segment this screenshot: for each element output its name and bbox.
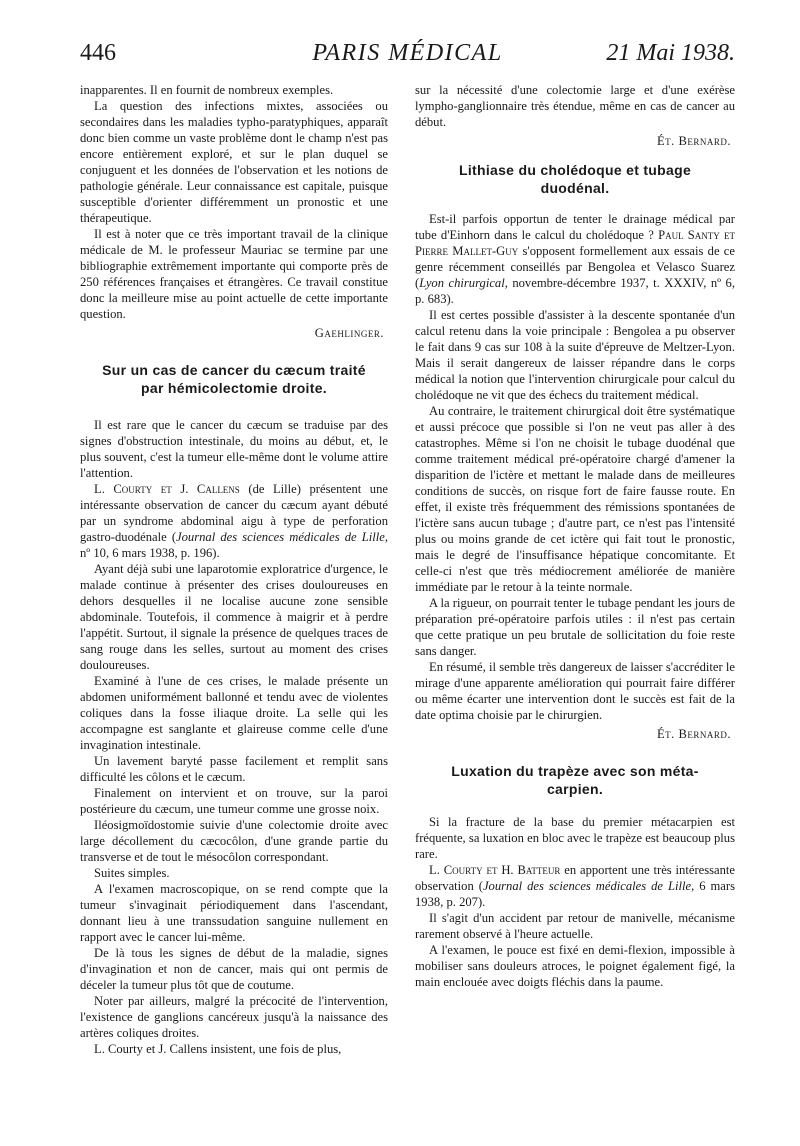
left-column: [80, 82, 388, 1057]
text-run: en apportent une très intéressante observation (: [415, 863, 736, 893]
paragraph: Il est à noter que ce très important travail de la clinique médicale de M. le professeur Mauriac se termine par une bibliographie extrêmement importante qui comporte près de 250 références françaises et étrangères. Ce travail constitue donc la meilleure mise au point actuelle de cette importante question.: [80, 227, 388, 321]
issue-date: 21 Mai 1938.: [606, 40, 735, 66]
article-title: [415, 161, 735, 197]
right-column: [415, 82, 735, 990]
article-title: [415, 762, 735, 798]
journal-reference: Journal des sciences médicales de Lille: [176, 530, 385, 544]
paragraph: [80, 481, 388, 561]
authors: Paul Santy et Pierre Mallet-Guy: [415, 228, 735, 258]
page-number: 446: [80, 40, 116, 66]
article-title-line: Sur un cas de cancer du cæcum traité: [102, 362, 366, 378]
paragraph: A l'examen macroscopique, on se rend compte que la tumeur s'invaginait périodiquement dans l'ascendant, donnant lieu à une transsudation sanguine nullement en rapport avec le cancer lui-même.: [80, 882, 388, 944]
text-run: , 6 mars 1938, p. 207).: [415, 879, 735, 909]
journal-reference: Journal des sciences médicales de Lille: [482, 879, 692, 893]
text-run: (de Lille) présentent une intéressante observation de cancer du cæcum ayant débuté par un syndrome abdominal aigu à type de perforation gastro-duodénale (: [80, 482, 388, 544]
paragraph: [415, 862, 735, 910]
article-title-line: Luxation du trapèze avec son méta-: [451, 763, 699, 779]
paragraph: L. Courty et J. Callens insistent, une fois de plus,: [94, 1042, 342, 1056]
article-title-line: Lithiase du cholédoque et tubage: [458, 162, 692, 178]
signature: Ét. Bernard.: [656, 727, 731, 741]
journal-title: PARIS MÉDICAL: [312, 40, 503, 66]
paragraph: [415, 211, 735, 307]
paragraph: En résumé, il semble très dangereux de laisser s'accréditer le mirage d'une apparente amélioration qui pourrait faire différer ou même écarter une intervention dont le succès est fait de la date optima choisie par le chirurgien.: [415, 660, 735, 722]
article-title-line: carpien.: [546, 781, 604, 797]
text-run: s'opposent formellement aux essais de ce genre récemment conseillés par Bengolea et Velasco Suarez (: [415, 244, 735, 290]
paragraph: Noter par ailleurs, malgré la précocité de l'intervention, l'existence de ganglions cancéreux jusqu'à la naissance des artères coliques droites.: [80, 994, 388, 1040]
article-title-line: duodénal.: [540, 180, 610, 196]
paragraph: Iléosigmoïdostomie suivie d'une colectomie droite avec large décollement du cæcocôlon, d'une grande partie du transverse et de tout le mésocôlon correspondant.: [80, 818, 388, 864]
paragraph: La question des infections mixtes, associées ou secondaires dans les maladies typho-paratyphiques, apparaît donc bien comme un vaste problème dont le champ n'est pas encore entièrement exploré, et sur le plan duquel se conjuguent et les données de l'observation et les notions de pathologie générale. Leur connaissance est capitale, puisque susceptible d'orienter différemment un pronostic et une thérapeutique.: [80, 99, 388, 225]
paragraph: Ayant déjà subi une laparotomie exploratrice d'urgence, le malade continue à présenter des crises douloureuses en dehors desquelles il ne localise aucune zone sensible abdominale. Toutefois, il commence à maigrir et à perdre l'appétit. Surtout, il signale la présence de quelques traces de sang rouge dans les selles, surtout au moment des crises douloureuses.: [80, 562, 388, 672]
paragraph: Il est certes possible d'assister à la descente spontanée d'un calcul retenu dans la voie principale : Bengolea a pu observer le fait dans 9 cas sur 108 à la suite d'épreuve de Meltzer-Lyon. Mais il serait dangereux de laisser répandre dans le corps médical la notion que l'intervention chirurgicale pour calcul du cholédoque ne vit que des échecs du traitement médical.: [415, 308, 735, 402]
signature: Gaehlinger.: [314, 326, 384, 340]
authors: L. Courty et J. Callens: [94, 482, 240, 496]
paragraph: sur la nécessité d'une colectomie large et d'une exérèse lympho-ganglionnaire très étendue, même en cas de cancer au début.: [415, 83, 735, 129]
paragraph: A l'examen, le pouce est fixé en demi-flexion, impossible à mobiliser sans douleurs atroces, le poignet également figé, la main enclouée avec doigts fléchis dans la paume.: [415, 943, 735, 989]
paragraph: inapparentes. Il en fournit de nombreux exemples.: [80, 83, 334, 97]
article-title-line: par hémicolectomie droite.: [141, 380, 327, 396]
paragraph: Au contraire, le traitement chirurgical doit être systématique et aussi précoce que possible si l'on ne veut pas aller à des catastrophes. Même si l'on ne choisit le tubage duodénal que comme traitement médical pré-opératoire chargé d'amener la disparition de l'ictère et mettant le malade dans de meilleures conditions de succès, on risque fort de faire fausse route. En effet, il existe très fréquemment des rémissions spontanées de l'ictère sans aucun tubage ; d'autre part, ce n'est pas l'intensité plus ou moins grande de cet ictère qui fait tout le pronostic, mais le degré de l'insuffisance hépatique concomitante. Et celle-ci n'est que très médiocrement améliorée de manière immédiate par le retour à la teinte normale.: [415, 404, 735, 594]
paragraph: Si la fracture de la base du premier métacarpien est fréquente, sa luxation en bloc avec le trapèze est beaucoup plus rare.: [415, 815, 735, 861]
text-run: Est-il parfois opportun de tenter le drainage médical par tube d'Einhorn dans le calcul du cholédoque ?: [415, 212, 735, 242]
article-title: [80, 361, 388, 397]
paragraph: Un lavement baryté passe facilement et remplit sans difficulté les côlons et le cæcum.: [80, 754, 388, 784]
authors: L. Courty et H. Batteur: [429, 863, 561, 877]
page-header: [80, 40, 735, 76]
paragraph: Il s'agit d'un accident par retour de manivelle, mécanisme rarement observé à l'heure actuelle.: [415, 911, 735, 941]
paragraph: De là tous les signes de début de la maladie, signes d'invagination et non de cancer, mais qui ont permis de déceler la tumeur plus tôt que de coutume.: [80, 946, 388, 992]
paragraph: Il est rare que le cancer du cæcum se traduise par des signes d'obstruction intestinale, du moins au début, et, le plus souvent, c'est la tumeur elle-même dont le volume attire l'attention.: [80, 418, 388, 480]
text-run: , nº 10, 6 mars 1938, p. 196).: [80, 530, 388, 560]
text-run: , novembre-décembre 1937, t. XXXIV, nº 6, p. 683).: [415, 276, 735, 306]
paragraph: Examiné à l'une de ces crises, le malade présente un abdomen uniformément ballonné et tendu avec de violentes coliques dans la fosse iliaque droite. La selle qui les accompagne est sanglante et glaireuse comme celle d'une invagination intestinale.: [80, 674, 388, 752]
journal-reference: Lyon chirurgical: [419, 276, 505, 290]
paragraph: Suites simples.: [94, 866, 170, 880]
paragraph: Finalement on intervient et on trouve, sur la paroi postérieure du cæcum, une tumeur comme une grosse noix.: [80, 786, 388, 816]
paragraph: A la rigueur, on pourrait tenter le tubage pendant les jours de préparation pré-opératoire parfois utiles : il n'est pas certain que cette pratique un peu brutale de sollicitation du foie reste sans danger.: [415, 596, 735, 658]
signature: Ét. Bernard.: [656, 134, 731, 148]
